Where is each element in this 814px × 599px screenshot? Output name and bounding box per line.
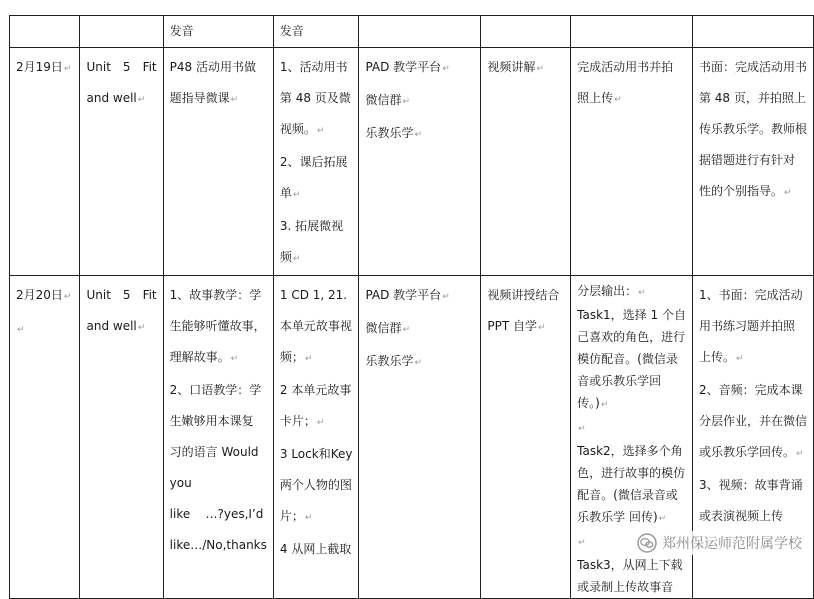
unit-title-line: Unit 5 Fit [86, 288, 157, 302]
platform-cell: PAD 教学平台↵ 微信群↵ 乐教乐学↵ [359, 48, 481, 276]
lesson-cell: P48 活动用书做 题指导微课↵ [163, 48, 273, 276]
watermark-text: 郑州保运师范附属学校 [662, 536, 802, 552]
paragraph-mark-icon: ↵ [658, 514, 667, 524]
header-cell-feedback [692, 16, 813, 48]
wechat-official-account-icon [637, 533, 657, 553]
platform-cell: PAD 教学平台↵ 微信群↵ 乐教乐学↵ [359, 276, 481, 599]
paragraph-mark-icon: ↵ [63, 64, 72, 74]
paragraph-mark-icon: ↵ [17, 325, 25, 335]
date-cell [10, 48, 80, 276]
paragraph-mark-icon: ↵ [414, 358, 423, 368]
header-cell-method [481, 16, 571, 48]
method-cell: 视频讲解↵ [481, 48, 571, 276]
paragraph-mark-icon: ↵ [304, 354, 313, 364]
paragraph-mark-icon: ↵ [578, 424, 586, 434]
paragraph-mark-icon: ↵ [230, 95, 239, 105]
table-row [10, 48, 814, 276]
header-cell-resources: 发音 [273, 16, 359, 48]
task-cell: 分层输出：↵ Task1，选择 1 个自 己喜欢的角色，进行 模仿配音。(微信录 音或乐教乐学回 传。)↵ ↵ Task2，选择多个角 色，进行故事的模仿 配音。(微信录音或 乐教乐学 回传)↵ ↵ Task3，从网上下载 或录制上传故事音 [571, 276, 693, 599]
watermark [633, 531, 806, 555]
paragraph-mark-icon: ↵ [402, 325, 411, 335]
paragraph-mark-icon: ↵ [638, 288, 646, 298]
feedback-cell: 书面：完成活动用书 第 48 页，并拍照上 传乐教乐学。教师根 据错题进行有针对 性的个别指导。↵ [692, 48, 813, 276]
paragraph-mark-icon: ↵ [783, 188, 792, 198]
paragraph-mark-icon: ↵ [230, 354, 239, 364]
header-cell-task [571, 16, 693, 48]
paragraph-mark-icon: ↵ [578, 538, 586, 548]
header-cell-lesson: 发音 [163, 16, 273, 48]
unit-subtitle-line: and well↵ [86, 91, 146, 105]
paragraph-mark-icon: ↵ [442, 64, 450, 74]
paragraph-mark-icon: ↵ [292, 254, 301, 264]
paragraph-mark-icon: ↵ [292, 190, 301, 200]
paragraph-mark-icon: ↵ [537, 323, 546, 333]
paragraph-mark-icon: ↵ [614, 95, 622, 105]
unit-cell [80, 48, 163, 276]
lesson-cell: 1、故事教学：学 生能够听懂故事， 理解故事。↵ 2、口语教学：学 生嫩够用本课复 习的语言 Would you like …?yes,I’d like…/No,thanks [163, 276, 273, 599]
date-text: 2月20日↵ [16, 288, 72, 302]
paragraph-mark-icon: ↵ [402, 97, 411, 107]
schedule-table [9, 15, 814, 599]
header-cell-platform [359, 16, 481, 48]
paragraph-mark-icon: ↵ [304, 513, 313, 523]
paragraph-mark-icon: ↵ [63, 292, 72, 302]
method-cell: 视频讲授结合 PPT 自学↵ [481, 276, 571, 599]
header-cell-date [10, 16, 80, 48]
paragraph-mark-icon: ↵ [414, 130, 423, 140]
header-row [10, 16, 814, 48]
resources-cell: 1 CD 1, 21. 本单元故事视 频；↵ 2 本单元故事 卡片；↵ 3 Lock和Key 两个人物的图 片；↵ 4 从网上截取 [273, 276, 359, 599]
date-cell [10, 276, 80, 599]
paragraph-mark-icon: ↵ [137, 323, 146, 333]
resources-cell: 1、活动用书 第 48 页及微 视频。↵ 2、课后拓展 单↵ 3. 拓展微视 频↵ [273, 48, 359, 276]
paragraph-mark-icon: ↵ [316, 126, 325, 136]
paragraph-mark-icon: ↵ [137, 95, 146, 105]
header-cell-unit [80, 16, 163, 48]
feedback-cell: 1、书面：完成活动 用书练习题并拍照 上传。↵ 2、音频：完成本课 分层作业，并在微信 或乐教乐学回传。↵ 3、视频：故事背诵 或表演视频上传 [692, 276, 813, 599]
paragraph-mark-icon: ↵ [600, 400, 609, 410]
paragraph-mark-icon: ↵ [795, 449, 804, 459]
unit-title-line: Unit 5 Fit [86, 60, 157, 74]
unit-subtitle-line: and well↵ [86, 319, 146, 333]
unit-cell [80, 276, 163, 599]
paragraph-mark-icon: ↵ [442, 292, 450, 302]
date-text: 2月19日↵ [16, 60, 72, 74]
paragraph-mark-icon: ↵ [536, 64, 544, 74]
paragraph-mark-icon: ↵ [316, 418, 325, 428]
paragraph-mark-icon: ↵ [735, 354, 744, 364]
task-cell: 完成活动用书并拍 照上传↵ [571, 48, 693, 276]
